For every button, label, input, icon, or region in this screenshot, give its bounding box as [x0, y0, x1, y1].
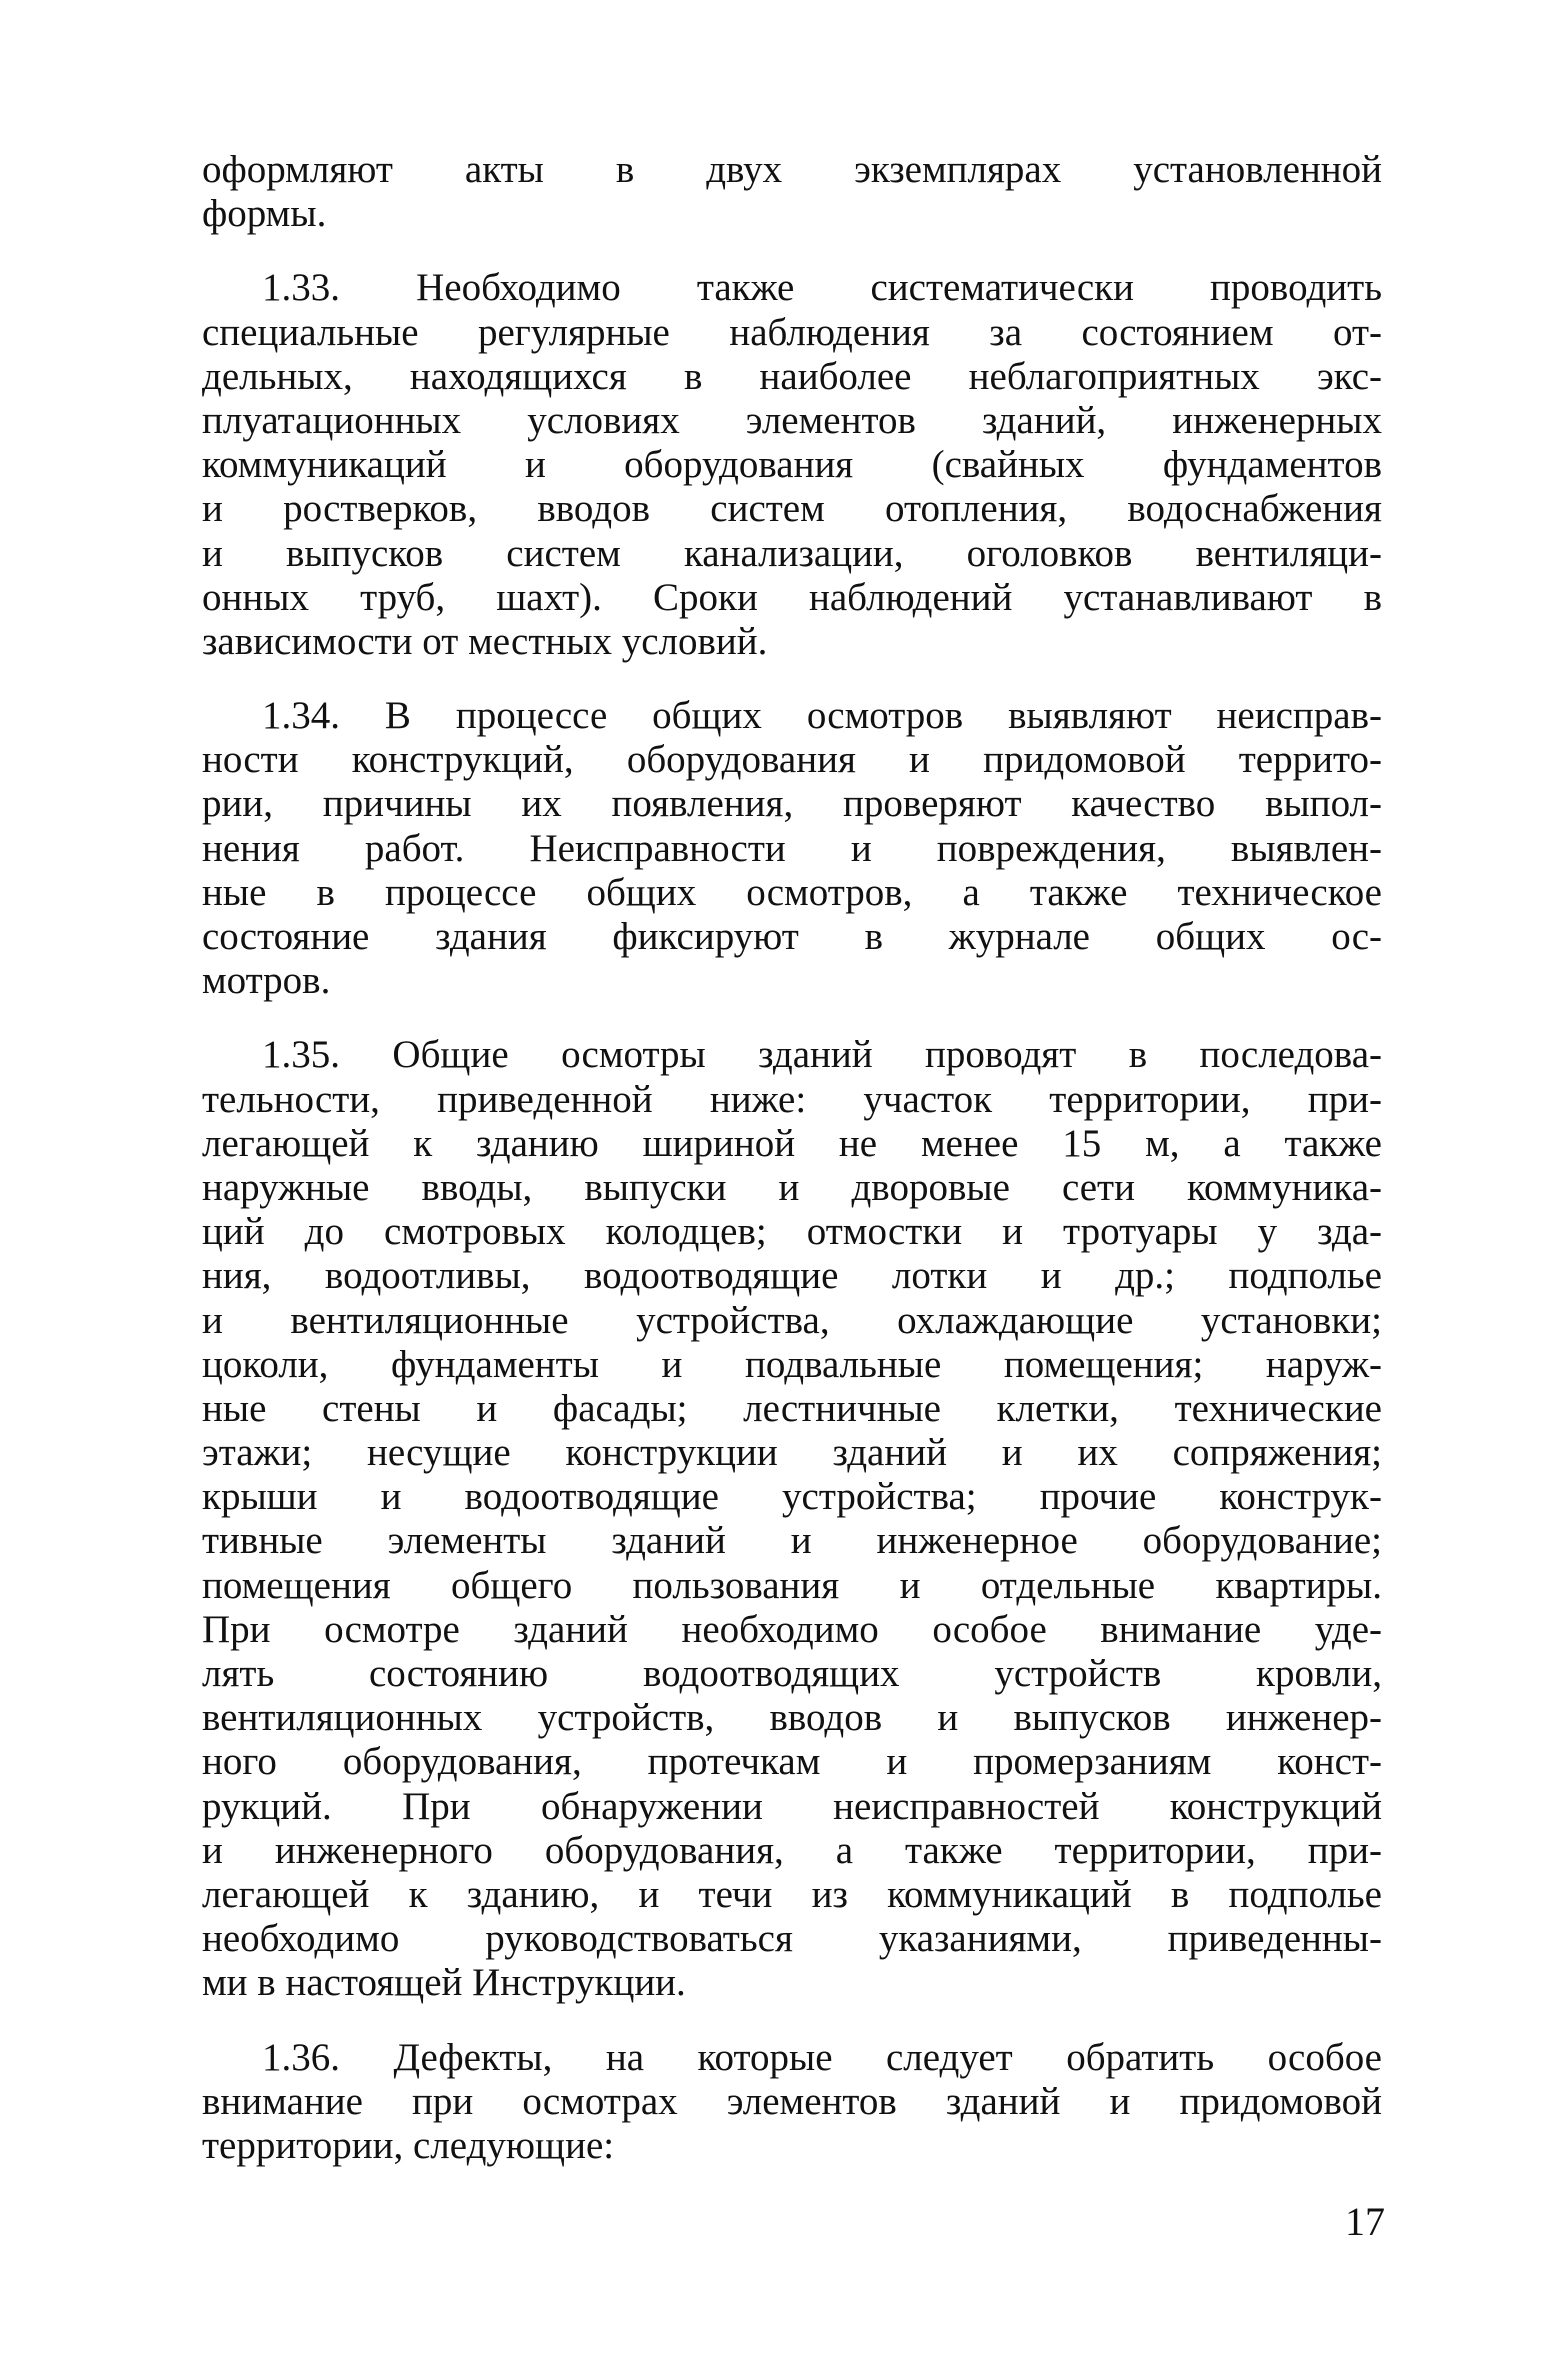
text-line: цоколи, фундаменты и подвальные помещения; наруж-: [202, 1342, 1382, 1386]
text-line: необходимо руководствоваться указаниями, приведенны-: [202, 1917, 1382, 1961]
text-line: ности конструкций, оборудования и придомовой террито-: [202, 738, 1382, 782]
text-line: 1.36. Дефекты, на которые следует обратить особое: [262, 2035, 1382, 2079]
paragraph-1-33: [202, 266, 1382, 664]
text-line: ния, водоотливы, водоотводящие лотки и др.; подполье: [202, 1254, 1382, 1298]
text-line: тивные элементы зданий и инженерное оборудование;: [202, 1519, 1382, 1563]
page-number: 17: [1345, 2199, 1385, 2244]
text-line: помещения общего пользования и отдельные квартиры.: [202, 1563, 1382, 1607]
text-line: лять состоянию водоотводящих устройств кровли,: [202, 1652, 1382, 1695]
paragraph-1-36: [202, 2036, 1382, 2169]
paragraph-intro: [202, 148, 1382, 236]
text-line: онных труб, шахт). Сроки наблюдений устанавливают в: [202, 575, 1382, 619]
text-line: плуатационных условиях элементов зданий, инженерных: [202, 398, 1382, 442]
text-line: ные в процессе общих осмотров, а также техническое: [202, 870, 1382, 914]
text-line: ного оборудования, протечкам и промерзаниям конст-: [202, 1740, 1382, 1784]
body-text: [202, 148, 1382, 2168]
text-line: ные стены и фасады; лестничные клетки, технические: [202, 1386, 1382, 1430]
text-line: ций до смотровых колодцев; отмостки и тротуары у зда-: [202, 1210, 1382, 1254]
text-line: наружные вводы, выпуски и дворовые сети коммуника-: [202, 1165, 1382, 1209]
text-line: зависимости от местных условий.: [202, 619, 768, 663]
text-line: 1.35. Общие осмотры зданий проводят в последова-: [262, 1033, 1382, 1077]
text-line: 1.34. В процессе общих осмотров выявляют неисправ-: [262, 694, 1382, 738]
text-line: и выпусков систем канализации, оголовков вентиляци-: [202, 531, 1382, 575]
text-line: 1.33. Необходимо также систематически проводить: [262, 266, 1382, 310]
text-line: и вентиляционные устройства, охлаждающие установки;: [202, 1298, 1382, 1342]
text-line: территории, следующие:: [202, 2123, 615, 2167]
paragraph-1-34: [202, 694, 1382, 1003]
text-line: ми в настоящей Инструкции.: [202, 1961, 686, 2005]
text-line: формы.: [202, 192, 327, 236]
text-line: внимание при осмотрах элементов зданий и придомовой: [202, 2079, 1382, 2123]
text-line: этажи; несущие конструкции зданий и их сопряжения;: [202, 1431, 1382, 1475]
text-line: При осмотре зданий необходимо особое внимание уде-: [202, 1607, 1382, 1651]
text-line: коммуникаций и оборудования (свайных фундаментов: [202, 443, 1382, 487]
text-line: рукций. При обнаружении неисправностей конструкций: [202, 1784, 1382, 1828]
text-line: состояние здания фиксируют в журнале общих ос-: [202, 915, 1382, 958]
text-line: легающей к зданию шириной не менее 15 м, а также: [202, 1121, 1382, 1165]
text-line: крыши и водоотводящие устройства; прочие конструк-: [202, 1475, 1382, 1519]
text-line: оформляют акты в двух экземплярах установленной: [202, 148, 1382, 191]
text-line: специальные регулярные наблюдения за состоянием от-: [202, 310, 1382, 354]
text-line: нения работ. Неисправности и повреждения, выявлен-: [202, 826, 1382, 870]
text-line: и инженерного оборудования, а также территории, при-: [202, 1828, 1382, 1872]
text-line: легающей к зданию, и течи из коммуникаций в подполье: [202, 1872, 1382, 1916]
text-line: тельности, приведенной ниже: участок территории, при-: [202, 1077, 1382, 1121]
paragraph-1-35: [202, 1033, 1382, 2005]
text-line: мотров.: [202, 959, 331, 1003]
text-line: дельных, находящихся в наиболее неблагоприятных экс-: [202, 354, 1382, 398]
text-line: рии, причины их появления, проверяют качество выпол-: [202, 782, 1382, 826]
text-line: и ростверков, вводов систем отопления, водоснабжения: [202, 487, 1382, 531]
text-line: вентиляционных устройств, вводов и выпусков инженер-: [202, 1696, 1382, 1740]
